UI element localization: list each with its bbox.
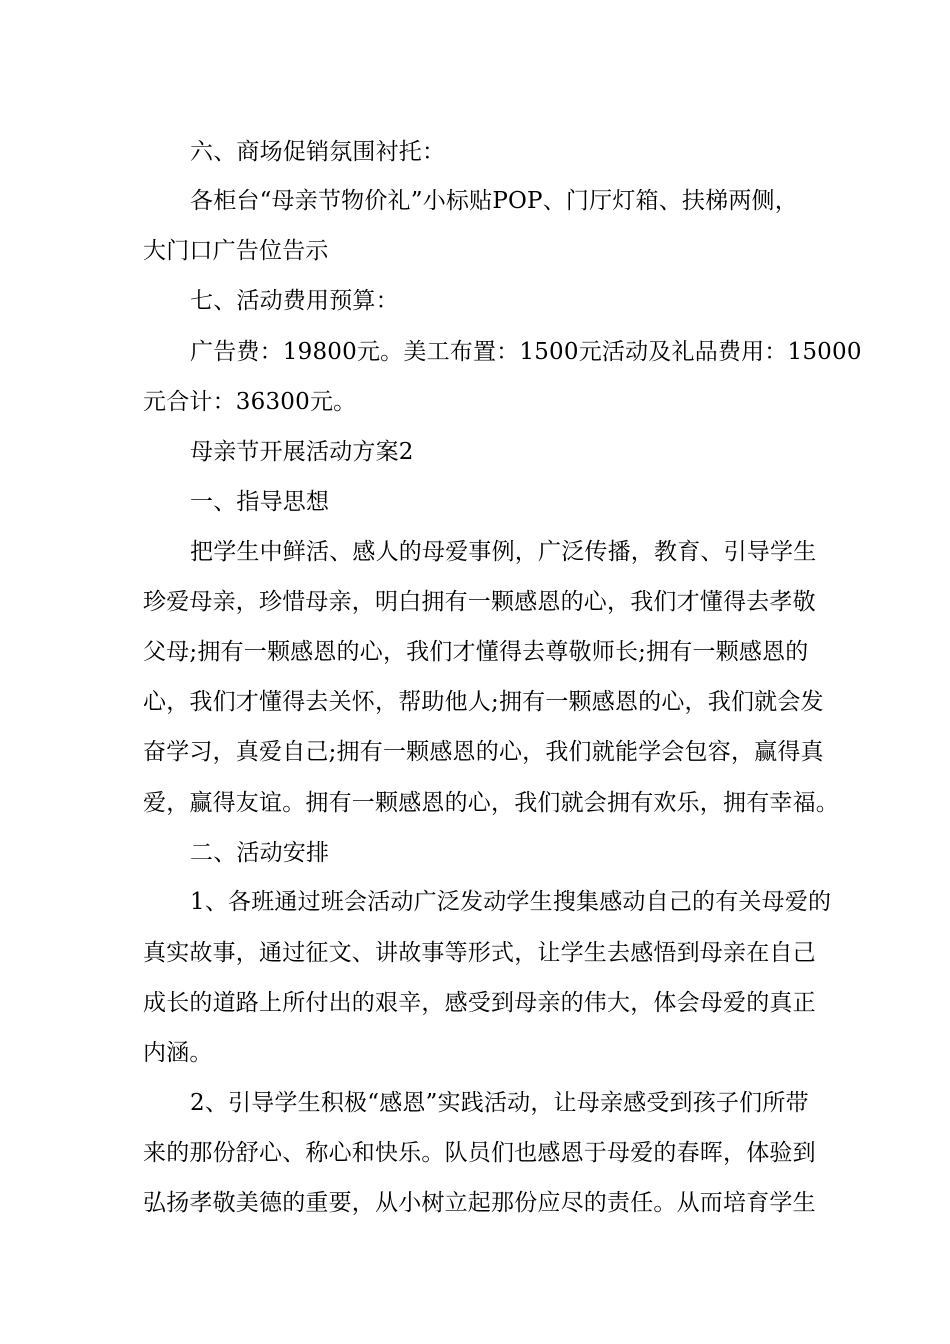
paragraph-line: 各柜台“母亲节物价礼”小标贴POP、门厅灯箱、扶梯两侧， (190, 188, 798, 214)
paragraph-line: 2、引导学生积极“感恩”实践活动，让母亲感受到孩子们所带 (190, 1090, 809, 1116)
paragraph-line: 大门口广告位告示 (143, 238, 329, 264)
paragraph-line: 弘扬孝敬美德的重要，从小树立起那份应尽的责任。从而培育学生 (143, 1190, 816, 1216)
paragraph-line: 奋学习，真爱自己;拥有一颗感恩的心，我们就能学会包容，赢得真 (143, 739, 824, 765)
paragraph-line: 1、各班通过班会活动广泛发动学生搜集感动自己的有关母爱的 (190, 889, 832, 915)
paragraph-line: 把学生中鲜活、感人的母爱事例，广泛传播，教育、引导学生 (190, 539, 817, 565)
paragraph-line: 珍爱母亲，珍惜母亲，明白拥有一颗感恩的心，我们才懂得去孝敬 (143, 589, 816, 615)
paragraph-line: 爱，赢得友谊。拥有一颗感恩的心，我们就会拥有欢乐，拥有幸福。 (143, 790, 839, 816)
paragraph-line: 真实故事，通过征文、讲故事等形式，让学生去感悟到母亲在自己 (143, 940, 816, 966)
paragraph-line: 父母;拥有一颗感恩的心，我们才懂得去尊敬师长;拥有一颗感恩的 (143, 639, 809, 665)
paragraph-line: 广告费：19800元。美工布置：1500元活动及礼品费用：15000 (190, 339, 862, 365)
section-heading-6: 六、商场促销氛围衬托： (190, 139, 446, 165)
paragraph-line: 内涵。 (143, 1040, 213, 1066)
section-heading-2: 二、活动安排 (190, 840, 330, 866)
section-heading-7: 七、活动费用预算： (190, 288, 399, 314)
paragraph-line: 元合计：36300元。 (143, 389, 357, 415)
paragraph-line: 心，我们才懂得去关怀，帮助他人;拥有一颗感恩的心，我们就会发 (143, 689, 824, 715)
section-heading-1: 一、指导思想 (190, 489, 330, 515)
document-title: 母亲节开展活动方案2 (190, 439, 414, 465)
paragraph-line: 来的那份舒心、称心和快乐。队员们也感恩于母爱的春晖，体验到 (143, 1140, 816, 1166)
paragraph-line: 成长的道路上所付出的艰辛，感受到母亲的伟大，体会母爱的真正 (143, 990, 816, 1016)
